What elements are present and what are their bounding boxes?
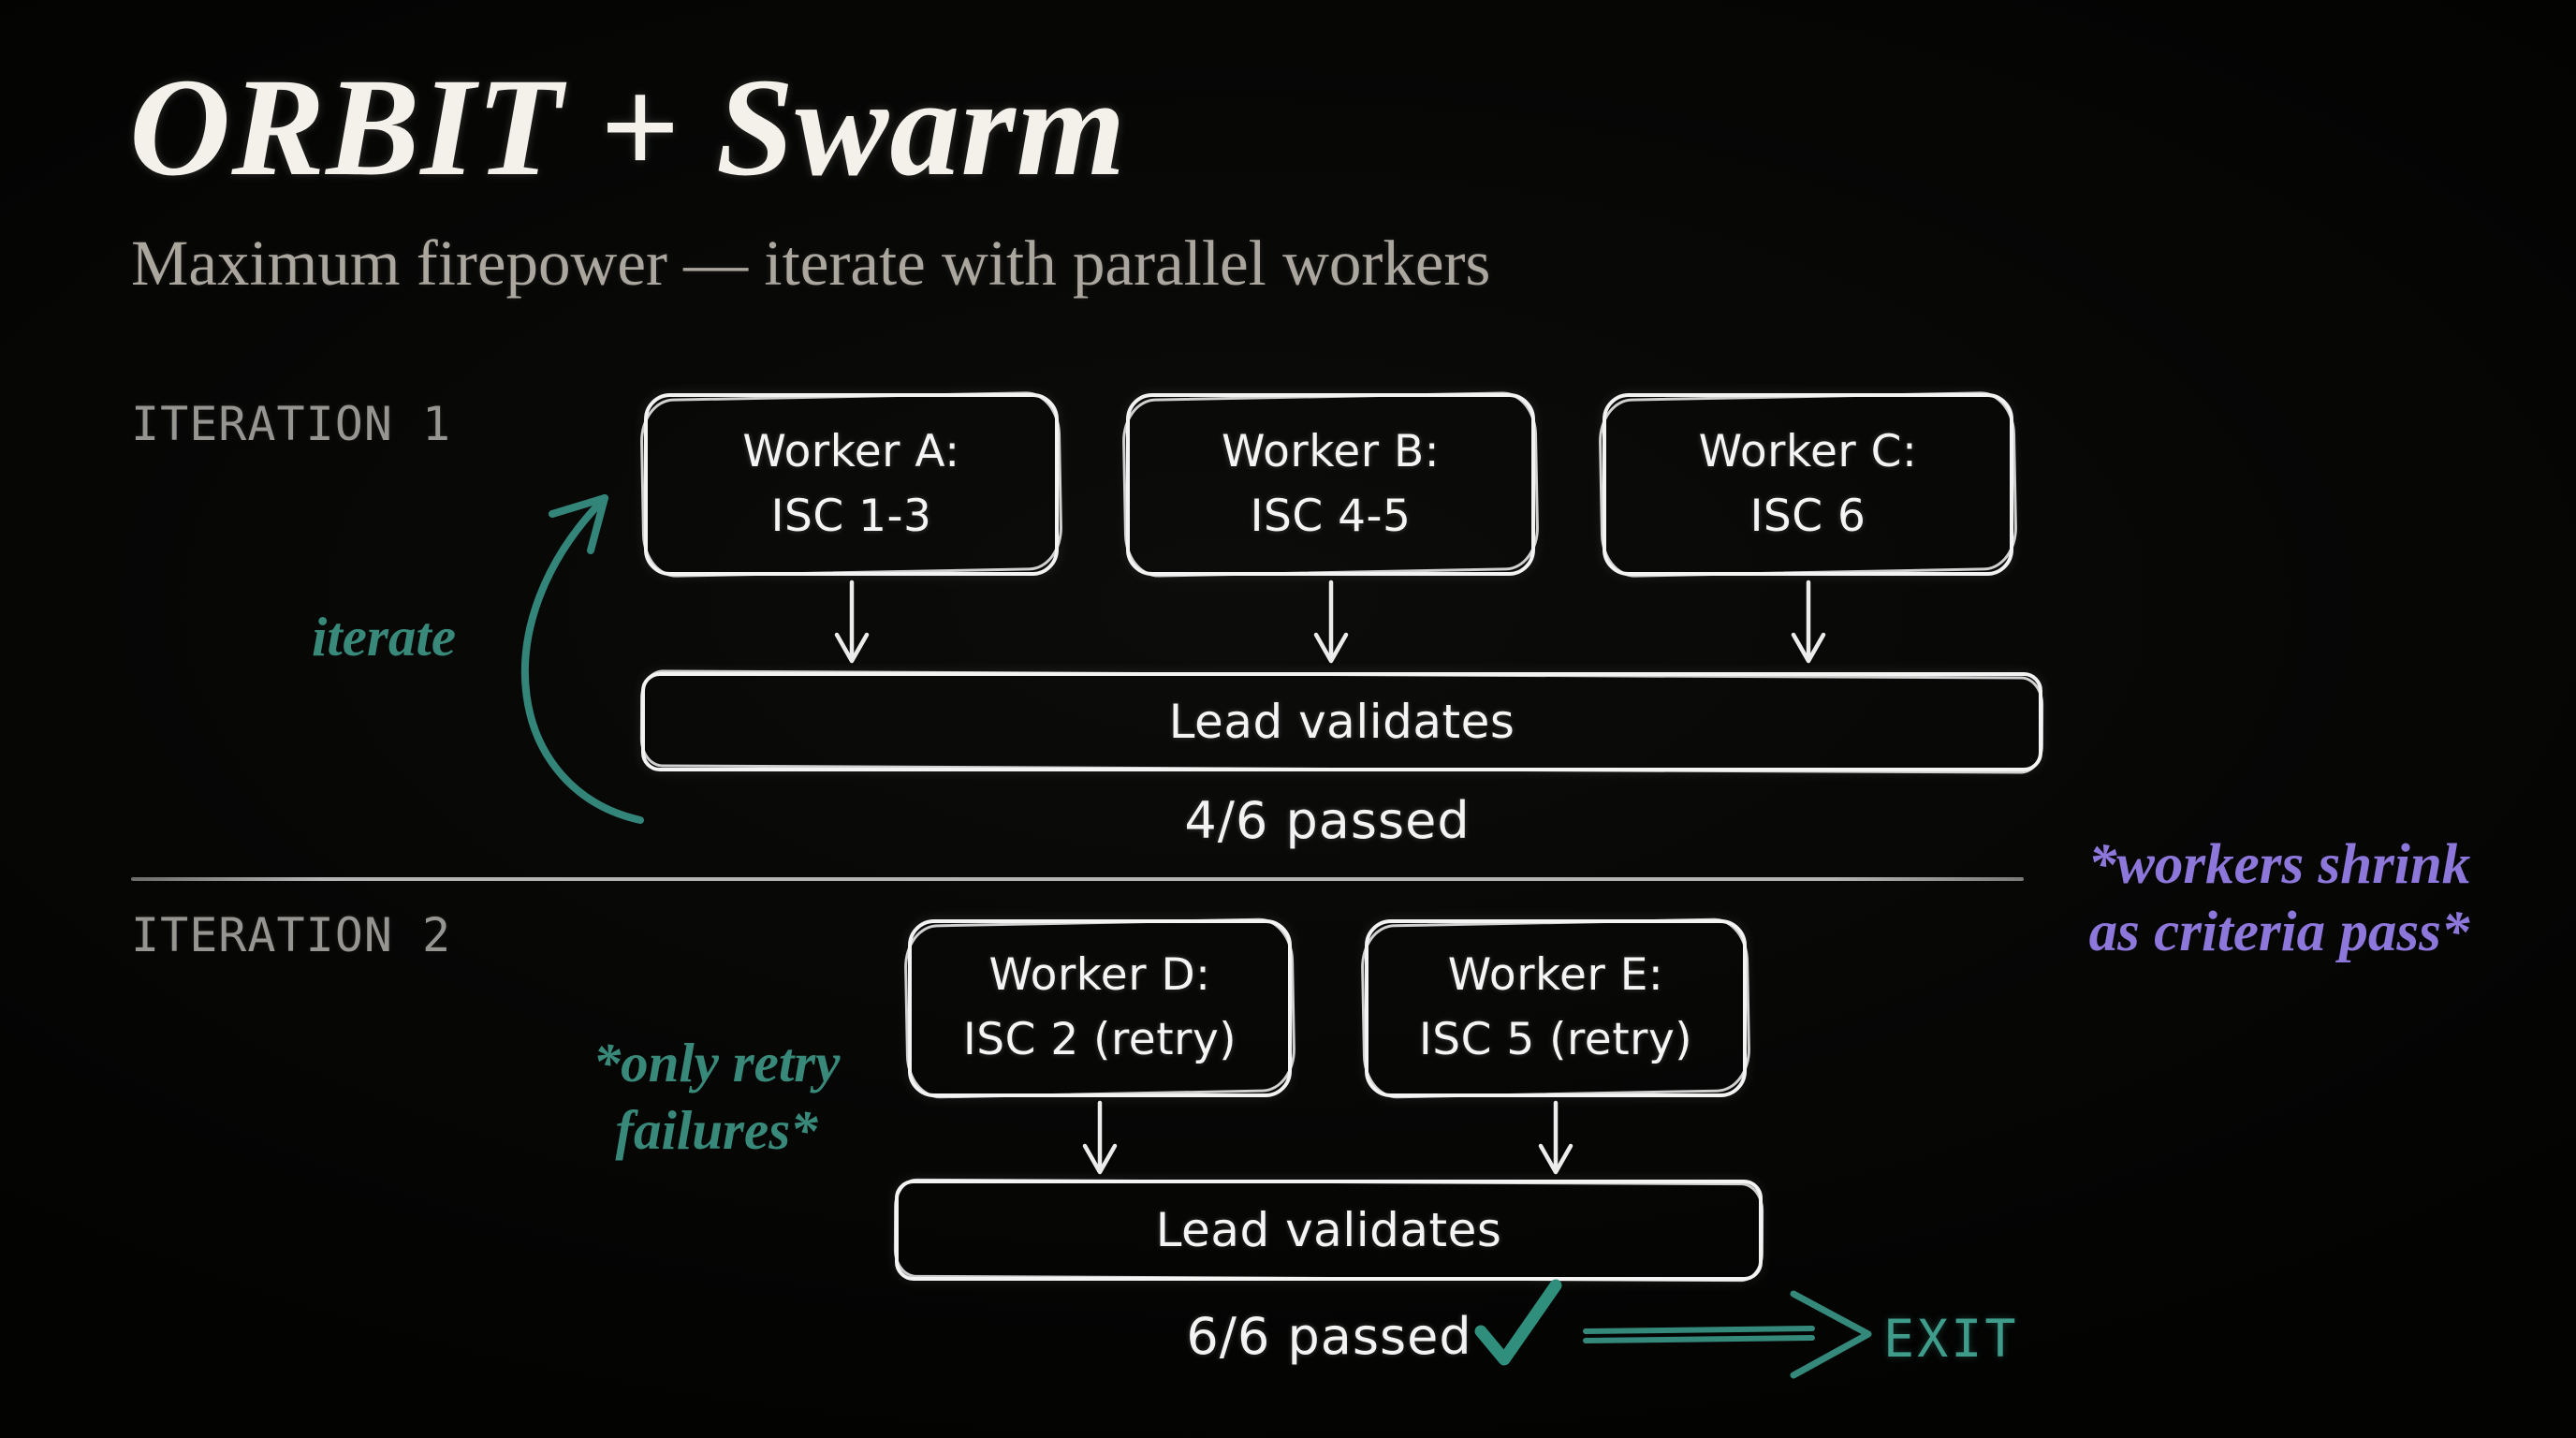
worker-d-node: [908, 919, 1292, 1097]
worker-d-name: Worker D:: [988, 949, 1211, 1002]
down-arrow-worker-d: [1085, 1103, 1115, 1172]
worker-d-scope: ISC 2 (retry): [962, 1014, 1237, 1065]
down-arrow-worker-b: [1316, 582, 1346, 661]
section-divider: [131, 877, 2024, 881]
slide-title: ORBIT + Swarm: [129, 50, 1127, 205]
iterate-loop-arrow-icon: [525, 498, 640, 820]
lead-validates-1-label: Lead validates: [1168, 694, 1515, 749]
iteration-2-label: ITERATION 2: [131, 908, 452, 962]
worker-c-scope: ISC 6: [1749, 490, 1866, 542]
only-retry-note: [550, 1030, 883, 1165]
worker-e-name: Worker E:: [1447, 949, 1664, 1002]
worker-b-text: [1222, 420, 1440, 549]
worker-c-name: Worker C:: [1698, 425, 1918, 477]
workers-shrink-note: [2064, 831, 2495, 966]
worker-a-text: [742, 420, 959, 549]
only-retry-note-line2: failures*: [615, 1098, 818, 1161]
worker-a-name: Worker A:: [742, 425, 960, 477]
worker-e-scope: ISC 5 (retry): [1418, 1014, 1693, 1065]
exit-arrow-icon: [1586, 1294, 1868, 1375]
worker-b-scope: ISC 4-5: [1250, 490, 1412, 542]
only-retry-note-line1: *only retry: [593, 1032, 841, 1093]
worker-a-node: [644, 393, 1059, 576]
down-arrow-worker-a: [837, 582, 867, 661]
workers-shrink-note-line2: as criteria pass*: [2088, 900, 2470, 963]
lead-validates-2-label: Lead validates: [1155, 1202, 1502, 1257]
worker-b-name: Worker B:: [1221, 425, 1441, 477]
worker-b-node: [1126, 393, 1535, 576]
worker-c-node: [1603, 393, 2013, 576]
worker-c-text: [1699, 420, 1918, 549]
iteration-1-result: 4/6 passed: [1184, 791, 1471, 850]
down-arrow-worker-c: [1793, 582, 1823, 661]
worker-d-text: [963, 944, 1237, 1072]
lead-validates-1-node: [641, 672, 2042, 771]
exit-label: EXIT: [1883, 1309, 2019, 1369]
worker-e-node: [1365, 919, 1747, 1097]
down-arrow-worker-e: [1541, 1103, 1571, 1172]
worker-a-scope: ISC 1-3: [770, 490, 932, 542]
lead-validates-2-node: [895, 1180, 1763, 1281]
iteration-2-result: 6/6 passed: [1186, 1307, 1472, 1366]
slide-subtitle: Maximum firepower — iterate with parallel workers: [131, 227, 1491, 299]
worker-e-text: [1419, 944, 1692, 1072]
workers-shrink-note-line1: *workers shrink: [2087, 833, 2471, 896]
iterate-loop-label: iterate: [312, 606, 457, 668]
iteration-1-label: ITERATION 1: [131, 397, 452, 451]
